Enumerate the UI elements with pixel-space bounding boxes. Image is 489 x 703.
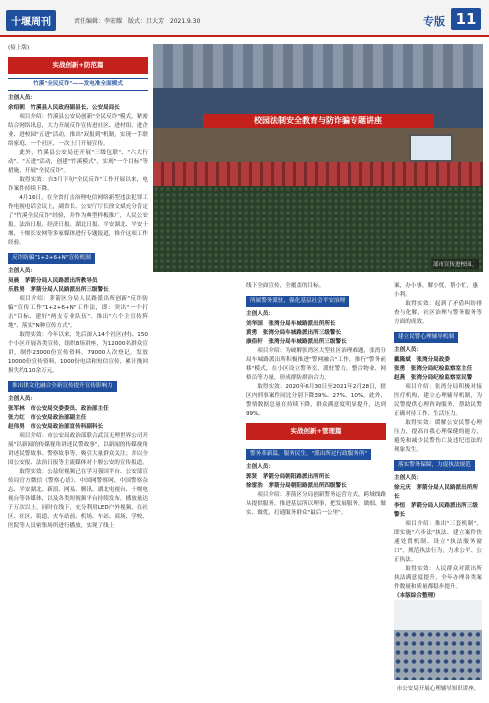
photo-ceiling [153,44,483,88]
section-banner: 实战创新+防范篇 [8,57,148,74]
paragraph: 取得实效：人民群众对派出所执法满意度提升，全年办理各类案件数量和质量都稳步提升。 [394,566,482,590]
paragraph: 此外，竹溪县公安局还开展"三级包联"、"六大行动"、"五进"活动，创建"竹溪模式"，实现"一个目标"等措施，开展"全民反诈"。 [8,150,148,174]
creator: 刘华国 张湾分局车城路派出所所长 [246,321,336,327]
designer-credit: 版式：吕大芳 [127,18,164,25]
paragraph: 项目介绍：推出"三套机制"，即实施"六步法"执法、建立案件快速处置机制、设立"执法服务窗口"，规范执法行为，力求公平、公正执法。 [394,521,482,563]
photo-seats [153,162,483,186]
creator-label: 主创人员： [246,464,274,470]
creator: 乐胜男 茅箭分局人民路派出所三级警长 [8,287,109,293]
photo-caption: 部市宣传进校园。 [431,259,479,269]
creator: 赵燕 张湾分局纪检监察室民警 [394,375,473,381]
article-heading: 落实警务保障，力促执法规范 [394,460,475,471]
masthead: 十堰周刊 [6,10,56,31]
paragraph: 取得实效：自3月下旬"全民反诈"工作开展以来，电诈案件持续下降。 [8,177,148,192]
section-banner: 实战创新+管理篇 [246,423,386,440]
lecture-photo [153,44,483,272]
creator-label: 主创人员： [394,347,422,353]
editor-credit: 责任编辑：李宏耀 [74,18,123,25]
continued-text: 案，办小事，解小忧，帮小忙，惠小利。 [394,283,478,298]
paragraph: 取得实效：公益短视频已在学习强国平台、公安部宣传局官方微信《警察心语》、中国网警察网、中国警察杂志、平安湖北、新浪、网易、腾讯、湖北电视台、十堰电视台等各媒体，以及各类短视频平台持续发布，播放量达千万次以上。同时在线下，充分利用LED户外视频、在社区、社区、街道、火车站前、机场、车站、商场、学校、医院等人员密集场所进行播放，实现了线上 [8,469,148,529]
creator: 余绍朝 竹溪县人民政府副县长、公安局局长 [8,105,120,111]
creator-label: 主创人员： [8,396,36,402]
section-label: 专版 [423,15,445,28]
creator: 赵伟男 市公安局政治部宣传科副科长 [8,424,104,430]
creator-label: 主创人员： [8,268,36,274]
creator-label: 主创人员： [8,95,36,101]
paragraph: 项目介绍：市公安局政治部联合武汉无理世界公司开展"以新闻的传媒视角讲述民警故事"，以新闻的传媒视角讲述民警故事、警察故事等，吸引大量群众关注；并以全国公安报、法治日报等主流媒体对十堰公安的宣传报道。 [8,433,148,466]
header-meta [74,16,204,25]
creator-label: 主创人员： [246,311,274,317]
creator: 吴晨 茅箭分局人民路派出所教导员 [8,278,98,284]
creator: 徐雷浩 茅箭分局朝阳路派出所四级警长 [246,483,347,489]
paragraph: 取得实效：2020年6月30日至2021年2月28日，辖区内刑事案件同比分别下降39%、27%、10%。此外，警情数据总量在持续下降，群众满意度明显提升，达到99%。 [246,384,386,417]
column-middle [246,282,386,694]
creator: 郭贤 茅箭分局朝阳路派出所所长 [246,474,330,480]
paragraph: 项目介绍：茅箭区分局人民路派出所创新"反诈防骗"宣传工作"1+2+6+N"工作法，即：突出"一个打击"目标、建好"两支专业队伍"、推出"六个主宣传阵地"、落实"N种宣传方式"。 [8,296,148,329]
article-heading: 反诈防骗"1+2+6+N"宣传机制 [8,253,95,264]
paragraph: 项目介绍：竹溪县公安局创新"全民反诈"模式，紧密结合网络讯息，大力开展反诈宣传进社区、进村组、进企业、进校园"五进"活动，推出"双报到"机制，实现一手联络家庭、一个社区、一次上门开展宣传。 [8,114,148,147]
paragraph: 取得实效：缓解公安民警心理压力，提高自我心理保健的能力，避免和减少民警伤亡及违纪违法的现象发生。 [394,420,482,453]
creator: 张勇 张湾分局纪检监察室主任 [394,366,473,372]
creator: 康俗轩 张湾分局车城路派出所三级警长 [246,339,347,345]
continued-text: 线下全面宣传，全覆盖的目标。 [246,283,325,289]
paragraph: 项目介绍：茅箭区分局创新警务运营方式，跨域线路从提供服务，推进基层所以理事，把发展服务，做细、做实、做优，打通服务群众"最后一公里"。 [246,492,386,516]
creator: 张军林 市公安局交委委员、政治部主任 [8,406,109,412]
creator: 徐元庆 茅箭分局人民路派出所所长 [394,485,478,500]
paragraph: 取得实效：今年以来，先后深入14个社区(村)、150个小区开展各类宣传，组织8场讲座，为12000名群众宣讲，制作23000份宣传资料，79000人次登记，发放10000份宣传资料，1000份电话和短信宣传，累计挽回损失约110余万元。 [8,332,148,374]
photo-people [394,630,482,680]
creator-label: 主创人员： [394,475,422,481]
creator: 张力红 市公安局政治部副主任 [8,415,87,421]
compiled-note: （本版综合整理） [394,593,439,598]
photo-wall [394,600,482,630]
article-heading: 所属警务派驻，强化基层社会平安治理 [246,296,349,307]
counseling-photo [394,600,482,680]
article-heading: 建立民警心理辅导机制 [394,332,458,343]
column-left [8,44,148,694]
photo-banner-text: 校园法制安全教育与防诈骗专题讲座 [203,114,433,128]
continued-note: (接上版) [8,45,30,51]
page-header [0,0,489,37]
creator: 黄勇 张湾分局车城路派出所三级警长 [246,330,342,336]
issue-date: 2021.9.30 [169,18,201,25]
article-heading: 推出律文化融合全新宣传提升宣传影响力 [8,381,117,392]
paragraph: 项目介绍：张湾分局积极对接医疗机构，建立心理辅导机制，为民警提供心理咨询服务，帮助民警正确对待工作、生活压力。 [394,384,482,417]
page-number: 11 [451,8,481,30]
paragraph: 取得实效：起到了矛盾纠纷排查与化解、社区治理与警务服务等方面的成效。 [394,301,482,325]
column-right [394,282,482,598]
paragraph: 4月16日，在全省打击治理电信网络新型违法犯罪工作电视电话会议上，副省长、公安厅厅长徐文斌充分肯定了"竹溪全民反诈"经验，并作为典型样板推广，人民公安报、法治日报、经济日报、湖北日报、平安湖北、平安十堰、十堰长安网等多家媒体进行专题报道，推介这项工作经验。 [8,195,148,246]
creator: 戴隆斌 张湾分局政委 [394,357,450,363]
article-heading: 警务革新篇，服务民生，"派出所过行政服务所" [246,449,371,460]
creator: 李恒 茅箭分局人民路派出所三级警长 [394,503,478,518]
photo-screen [409,134,453,162]
paragraph: 项目介绍：为破解张湾区大型社区治理难题，张湾分局车城路派出所积极推进"警网融合"工作，推行"警务前移"模式，在小区设立警务室，派驻警力，整合物业、网格员等力量，形成群防群治合力。 [246,348,386,381]
article-heading: 竹溪"全民反诈"——发电准全面模式 [8,78,148,91]
photo-caption: 市公安局开展心理辅导知识讲座。 [396,686,480,692]
